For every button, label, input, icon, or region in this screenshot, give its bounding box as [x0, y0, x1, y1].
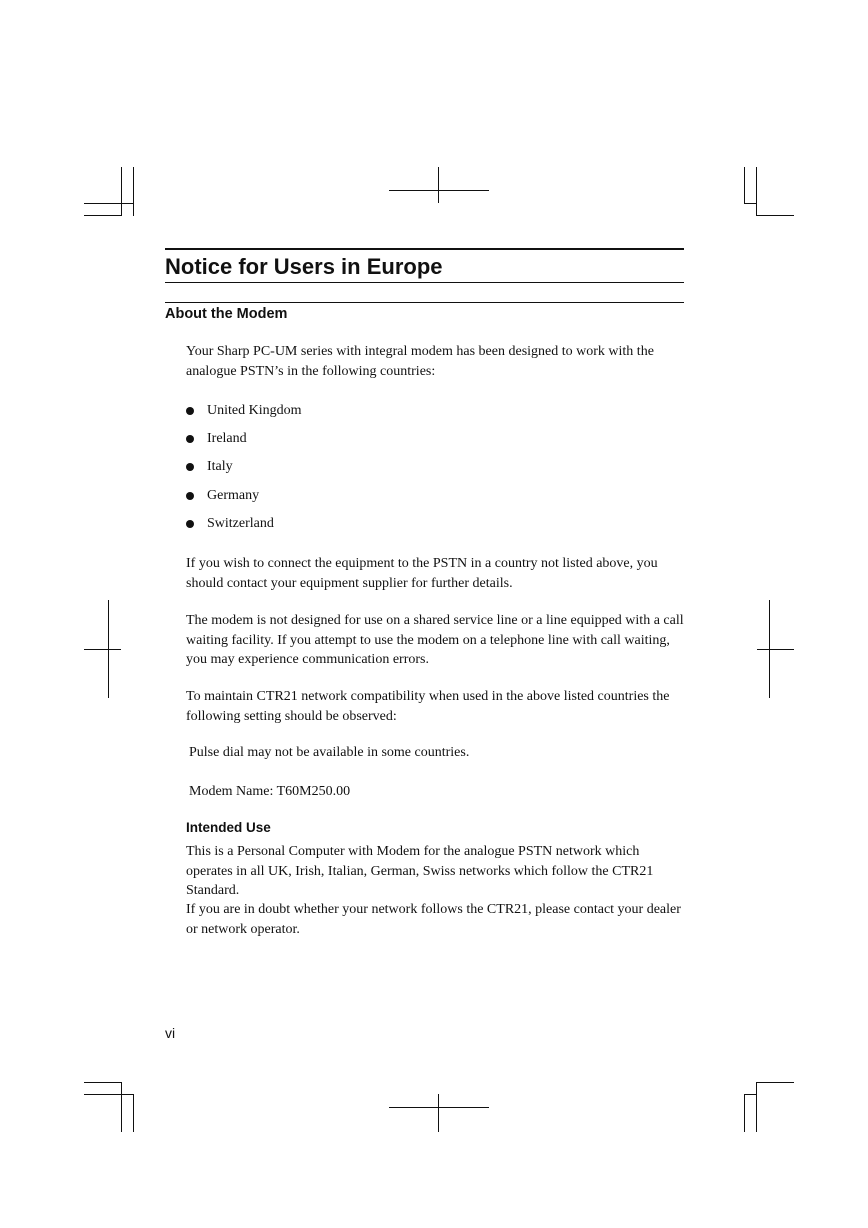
bullet-icon [186, 520, 194, 528]
modem-name-setting: Modem Name: T60M250.00 [189, 784, 351, 799]
country-label: Ireland [207, 431, 247, 447]
country-list [186, 401, 302, 542]
bullet-icon [186, 435, 194, 443]
doubt-paragraph: If you are in doubt whether your network follows the CTR21, please contact your dealer or network operator. [186, 902, 681, 937]
intended-use-paragraph: This is a Personal Computer with Modem for the analogue PSTN network which operates in all UK, Irish, Italian, German, Swiss networks which follow the CTR21 Standard. [186, 844, 654, 898]
shared-line-paragraph: The modem is not designed for use on a shared service line or a line equipped with a call waiting facility. If you attempt to use the modem on a telephone line with call waiting, you may experience communication errors. [186, 613, 684, 667]
bullet-icon [186, 492, 194, 500]
list-item [186, 457, 302, 485]
intro-paragraph: Your Sharp PC-UM series with integral modem has been designed to work with the analogue PSTN’s in the following countries: [186, 344, 654, 379]
title-rule-top [165, 248, 684, 250]
country-label: Switzerland [207, 515, 274, 531]
page-number: vi [165, 1025, 176, 1041]
title-rule-bottom [165, 282, 684, 283]
intended-use-heading: Intended Use [186, 820, 271, 835]
list-item [186, 486, 302, 514]
list-item [186, 514, 302, 542]
contact-paragraph: If you wish to connect the equipment to the PSTN in a country not listed above, you should contact your equipment supplier for further details. [186, 556, 658, 591]
section-heading: About the Modem [165, 306, 288, 322]
list-item [186, 429, 302, 457]
ctr21-paragraph: To maintain CTR21 network compatibility when used in the above listed countries the following setting should be observed: [186, 689, 670, 724]
section-rule [165, 302, 684, 303]
list-item [186, 401, 302, 429]
country-label: Germany [207, 487, 260, 503]
pulse-dial-setting: Pulse dial may not be available in some countries. [189, 745, 470, 760]
country-label: Italy [207, 459, 233, 475]
bullet-icon [186, 407, 194, 415]
country-label: United Kingdom [207, 403, 302, 418]
page-title: Notice for Users in Europe [165, 254, 443, 279]
bullet-icon [186, 463, 194, 471]
